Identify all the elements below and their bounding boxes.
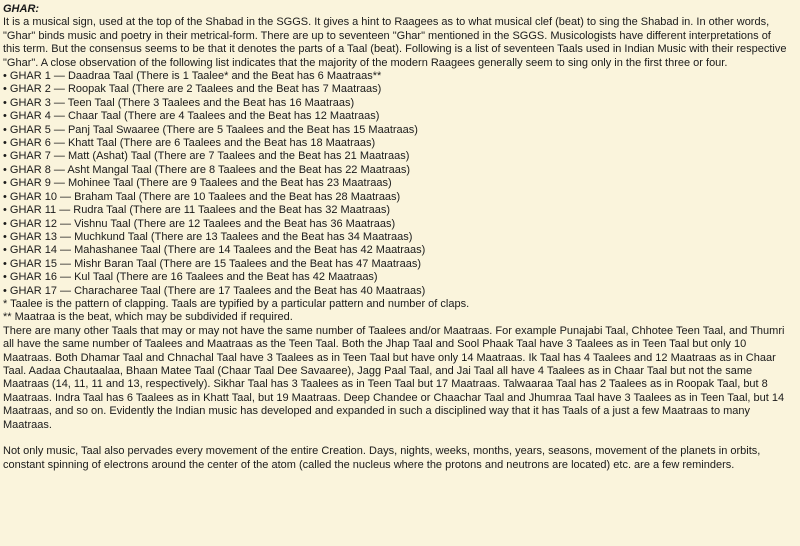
- ghar-list-item: • GHAR 5 — Panj Taal Swaaree (There are 5 Taalees and the Beat has 15 Maatraas): [3, 123, 418, 136]
- footnote-maatraa: ** Maatraa is the beat, which may be subdivided if required.: [3, 311, 293, 324]
- ghar-list-item: • GHAR 10 — Braham Taal (There are 10 Taalees and the Beat has 28 Maatraas): [3, 190, 401, 203]
- ghar-list-item: • GHAR 15 — Mishr Baran Taal (There are 15 Taalees and the Beat has 47 Maatraas): [3, 257, 421, 270]
- ghar-list-item: • GHAR 16 — Kul Taal (There are 16 Taalees and the Beat has 42 Maatraas): [3, 271, 378, 284]
- footnote-taalee: * Taalee is the pattern of clapping. Taals are typified by a particular pattern and number of claps.: [3, 297, 470, 310]
- ghar-list-item: • GHAR 14 — Mahashanee Taal (There are 14 Taalees and the Beat has 42 Maatraas): [3, 244, 426, 257]
- ghar-list: [3, 70, 788, 298]
- ghar-list-item: • GHAR 3 — Teen Taal (There 3 Taalees and the Beat has 16 Maatraas): [3, 96, 355, 109]
- creation-paragraph: Not only music, Taal also pervades every movement of the entire Creation. Days, nights, weeks, months, years, seasons, movement of the planets in orbits, constant spinning of electrons around the center of the atom (called the nucleus where the protons and neutrons are located) etc. are a few reminders.: [3, 445, 761, 471]
- taals-paragraph: There are many other Taals that may or may not have the same number of Taalees and/or Maatraas. For example Punajabi Taal, Chhotee Teen Taal, and Thumri all have the same number of Taalees and Maatraas as the Teen Taal. Both the Jhap Taal and Sool Phaak Taal have 3 Taalees as in Teen Taal but only 10 Maatraas. Both Dhamar Taal and Chnachal Taal have 3 Taalees as in Teen Taal but have only 14 Maatraas. Ik Taal has 4 Taalees and 12 Maatraas as in Chaar Taal. Aadaa Chautaalaa, Bhaan Matee Taal (Chaar Taal Dee Savaaree), Jagg Paal Taal, and Jai Taal all have 4 Taalees as in Chaar Taal but not the same Maatraas (14, 11, 11 and 13, respectively). Sikhar Taal has 3 Taalees as in Teen Taal but 17 Maatraas. Talwaaraa Taal has 2 Taalees as in Roopak Taal, but 8 Maatraas. Indra Taal has 6 Taalees as in Khatt Taal, but 19 Maatraas. Deep Chandee or Chaachar Taal and Jhumraa Taal have 3 Taalees as in Teen Taal, but 14 Maatraas, and so on. Evidently the Indian music has developed and expanded in such a disciplined way that it has Taals of a just a few Maatraas to many Maatraas.: [3, 324, 785, 431]
- ghar-list-item: • GHAR 4 — Chaar Taal (There are 4 Taalees and the Beat has 12 Maatraas): [3, 110, 380, 123]
- ghar-list-item: • GHAR 1 — Daadraa Taal (There is 1 Taalee* and the Beat has 6 Maatraas**: [3, 70, 382, 83]
- ghar-list-item: • GHAR 12 — Vishnu Taal (There are 12 Taalees and the Beat has 36 Maatraas): [3, 217, 396, 230]
- ghar-list-item: • GHAR 2 — Roopak Taal (There are 2 Taalees and the Beat has 7 Maatraas): [3, 83, 382, 96]
- ghar-list-item: • GHAR 8 — Asht Mangal Taal (There are 8 Taalees and the Beat has 22 Maatraas): [3, 163, 410, 176]
- ghar-list-item: • GHAR 6 — Khatt Taal (There are 6 Taalees and the Beat has 18 Maatraas): [3, 137, 376, 150]
- ghar-list-item: • GHAR 9 — Mohinee Taal (There are 9 Taalees and the Beat has 23 Maatraas): [3, 177, 392, 190]
- ghar-list-item: • GHAR 7 — Matt (Ashat) Taal (There are 7 Taalees and the Beat has 21 Maatraas): [3, 150, 410, 163]
- ghar-list-item: • GHAR 11 — Rudra Taal (There are 11 Taalees and the Beat has 32 Maatraas): [3, 204, 391, 217]
- ghar-list-item: • GHAR 17 — Characharee Taal (There are 17 Taalees and the Beat has 40 Maatraas): [3, 284, 426, 297]
- paragraph-spacer: [3, 432, 788, 445]
- ghar-list-item: • GHAR 13 — Muchkund Taal (There are 13 Taalees and the Beat has 34 Maatraas): [3, 230, 413, 243]
- intro-paragraph: It is a musical sign, used at the top of the Shabad in the SGGS. It gives a hint to Raagees as to what musical clef (beat) to sing the Shabad in. In other words, "Ghar" binds music and poetry in their metrical-form. There are up to seventeen "Ghar" mentioned in the SGGS. Musicologists have different interpretations of this term. But the consensus seems to be that it denotes the parts of a Taal (beat). Following is a list of seventeen Taals used in Indian Music with their respective "Ghar". A close observation of the following list indicates that the majority of the modern Raagees generally seem to sing only in the first three or four.: [3, 16, 787, 69]
- section-heading: GHAR:: [3, 3, 40, 15]
